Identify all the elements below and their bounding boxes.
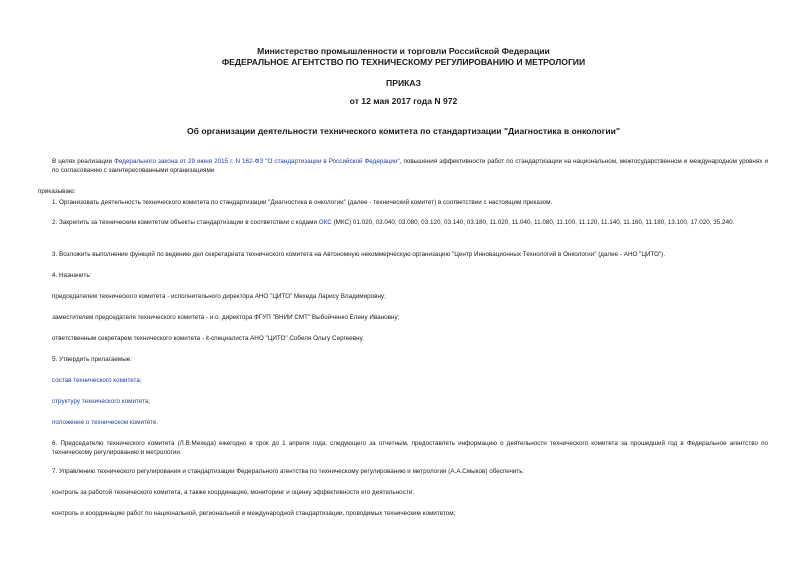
committee-composition-link[interactable]: состав технического комитета; xyxy=(52,377,142,384)
committee-regulation-link-row xyxy=(52,418,782,427)
committee-structure-link-row xyxy=(52,397,782,406)
item-1: 1. Организовать деятельность технического комитета по стандартизации "Диагностика в онкологии" (далее - технический комитет) в соответствии с настоящим приказом. xyxy=(52,199,553,206)
item-7: 7. Управлению технического регулирования и стандартизации Федерального агентства по техническому регулированию и метрологии (А.А.Смыков) обеспечить: xyxy=(52,468,525,475)
item-7-coordination: контроль и координацию работ по национальной, региональной и международной стандартизации, проводимых техническим комитетом; xyxy=(52,510,456,517)
item-2-text-end: (МКС) 01.020, 03.040, 03.080, 03.120, 03.140, 03.180, 11.020, 11.040, 11.080, 11.100, 11.120, 11.140, 11.160, 11.180, 13.100, 17.020, 35.240. xyxy=(331,219,735,226)
order-word: приказываю: xyxy=(38,188,76,195)
item-2-text-start: 2. Закрепить за техническим комитетом объекты стандартизации в соответствии с кодами xyxy=(52,219,319,226)
item-4: 4. Назначить: xyxy=(52,272,92,279)
committee-composition-link-row xyxy=(52,376,782,385)
committee-structure-link[interactable]: структуру технического комитета; xyxy=(52,398,151,405)
item-2 xyxy=(52,218,768,227)
item-6: 6. Председателю технического комитета (Л.В.Мехеда) ежегодно в срок до 1 апреля года, следующего за отчетным, предоставлять информацию о деятельности технического комитета за прошедший год в Федеральное агентство по техническому регулированию и метрологии. xyxy=(52,440,768,456)
ministry-heading: Министерство промышленности и торговли Российской Федерации xyxy=(257,46,550,56)
document-date-number: от 12 мая 2017 года N 972 xyxy=(349,96,458,106)
item-4-secretary: ответственным секретарем технического комитета - it-специалиста АНО "ЦИТО" Собеля Ольгу Сергеевну. xyxy=(52,335,364,342)
item-4-chair: председателем технического комитета - исполнительного директора АНО "ЦИТО" Мехеда Ларису Владимировну; xyxy=(52,293,386,300)
document-title: Об организации деятельности технического комитета по стандартизации "Диагностика в онкологии" xyxy=(186,126,621,136)
agency-heading: ФЕДЕРАЛЬНОЕ АГЕНТСТВО ПО ТЕХНИЧЕСКОМУ РЕГУЛИРОВАНИЮ И МЕТРОЛОГИИ xyxy=(221,57,586,67)
document-type: ПРИКАЗ xyxy=(386,78,421,88)
preamble-text-end: , повышения эффективности работ по стандартизации на национальном, межгосударственном и международном уровнях и по согласованию с заинтересованными организациями xyxy=(52,158,768,174)
preamble-text-start: В целях реализации xyxy=(52,158,115,165)
federal-law-link[interactable]: Федерального закона от 29 июня 2015 г. N 162-ФЗ "О стандартизации в Российской Федерации" xyxy=(114,158,400,165)
oks-link[interactable]: ОКС xyxy=(318,219,332,226)
item-4-deputy: заместителем председателя технического комитета - и.о. директора ФГУП "ВНИИ СМТ" Выбойченко Елену Ивановну; xyxy=(52,314,400,321)
committee-regulation-link[interactable]: положение о техническом комитете. xyxy=(52,419,159,426)
preamble xyxy=(52,157,768,175)
item-3: 3. Возложить выполнение функций по ведению дел секретариата технического комитета на Автономную некоммерческую организацию "Центр Инновационных Технологий в Онкологии" (далее - АНО "ЦИТО"). xyxy=(52,251,666,258)
item-7-control: контроль за работой технического комитета, а также координацию, мониторинг и оценку эффективности его деятельности; xyxy=(52,489,414,496)
item-5: 5. Утвердить прилагаемые: xyxy=(52,356,132,363)
